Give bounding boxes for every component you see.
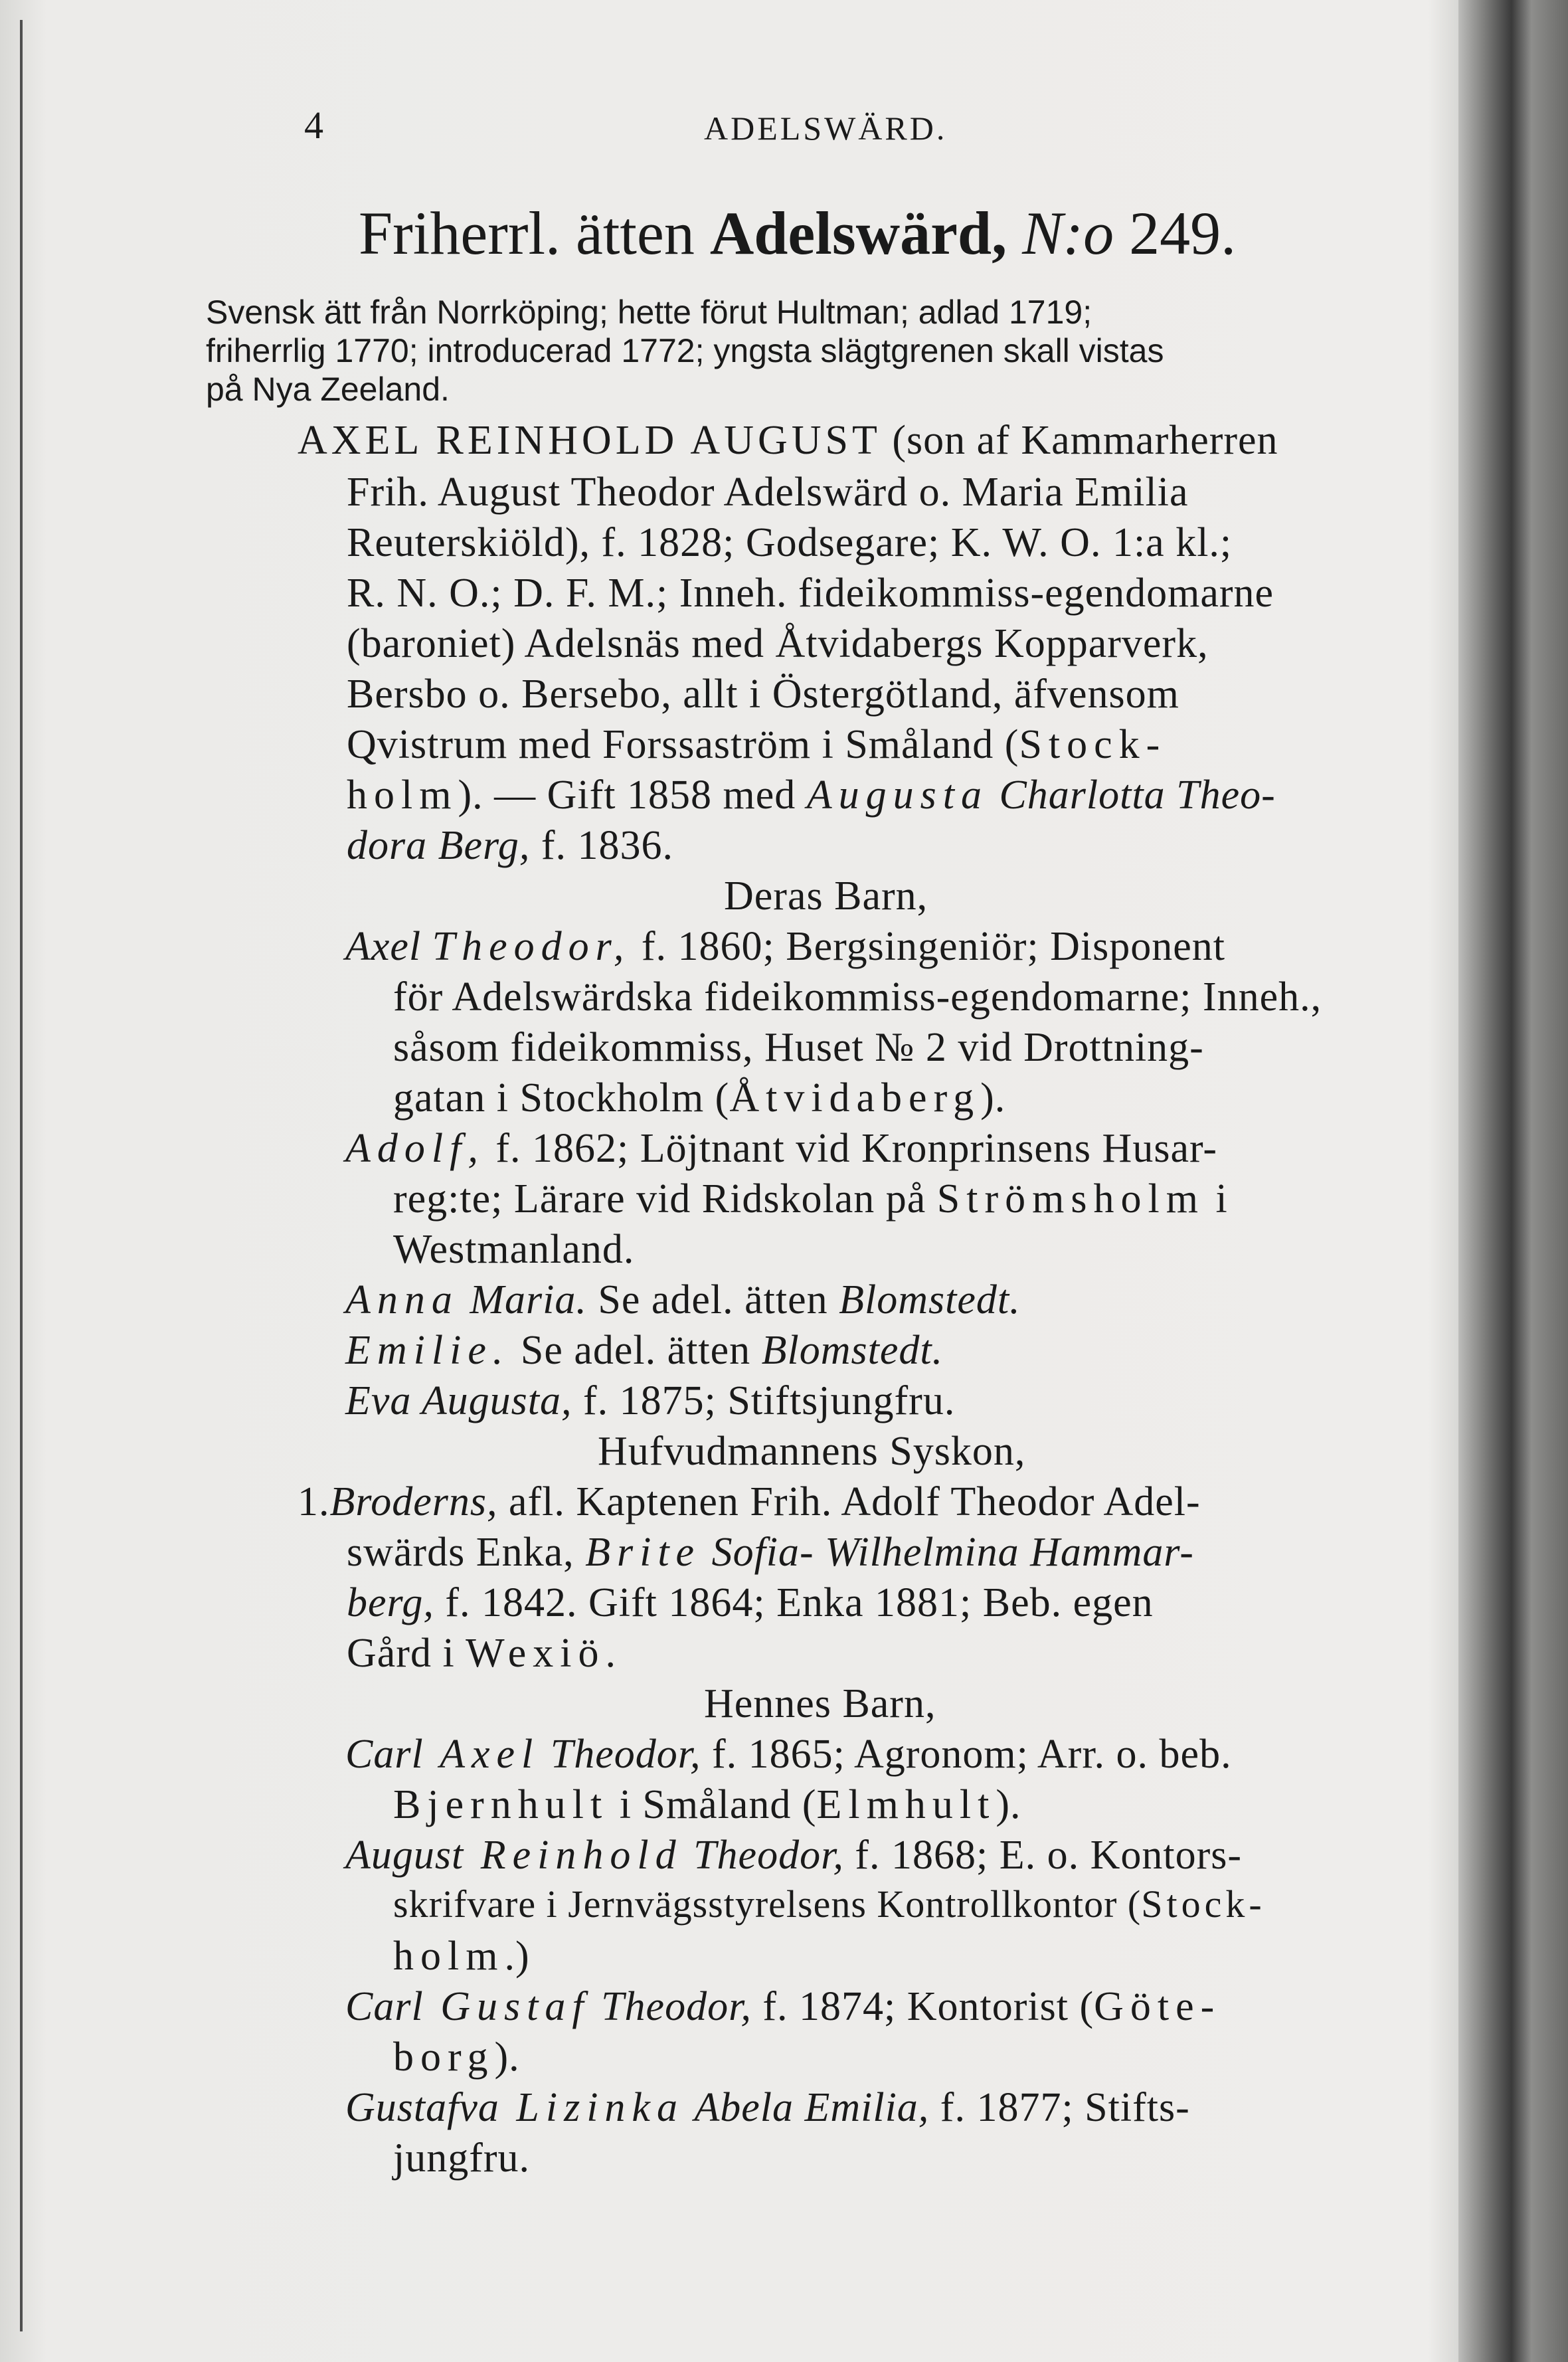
sibling-1-label: Broderns, [329, 1479, 498, 1524]
child-anna-rest: Se adel. ätten [586, 1277, 839, 1322]
hennes-carl-gustaf-rest: f. 1874; Kontorist ( [751, 1984, 1094, 2029]
hennes-august-first: August [345, 1833, 464, 1878]
hennes-august-line-2-a: skrifvare i Jernvägsstyrelsens Kontrollkontor ( [393, 1882, 1142, 1926]
head-line-8-place: holm [347, 772, 458, 818]
intro-line-1: Svensk ätt från Norrköping; hette förut Hultman; adlad 1719; [206, 294, 1092, 331]
hennes-carl-gustaf-city-end: borg [393, 2035, 495, 2080]
child-eva-rest: f. 1875; Stiftsjungfru. [572, 1378, 956, 1423]
hennes-carl-axel-town: Elmhult [816, 1782, 996, 1827]
sibling-1-widow-first: Brite [585, 1530, 701, 1575]
child-axel-line-1 [345, 926, 1225, 967]
head-line-3: Reuterskiöld), f. 1828; Godsegare; K. W. O. 1:a kl.; [347, 520, 1233, 565]
child-emilie-name: Emilie. [345, 1328, 510, 1373]
siblings-heading: Hufvudmannens Syskon, [598, 1429, 1026, 1474]
head-line-6: Bersbo o. Bersebo, allt i Östergötland, äfvensom [347, 672, 1179, 717]
hennes-gustafva-line-1 [345, 2087, 1190, 2128]
hennes-gustafva-second: Lizinka [499, 2085, 684, 2130]
hennes-august-city-end: holm [393, 1934, 505, 1979]
sibling-1-line-2 [347, 1532, 1194, 1573]
hennes-carl-gustaf-third: Theodor, [590, 1984, 752, 2029]
hennes-august-line-3-b: .) [504, 1934, 530, 1979]
hennes-august-third: Theodor, [682, 1833, 844, 1878]
child-axel-line-3: såsom fideikommiss, Huset № 2 vid Drottning- [393, 1025, 1204, 1070]
sibling-1-line-4 [347, 1633, 616, 1674]
head-line-8 [347, 774, 1276, 816]
title-number: 249. [1129, 199, 1237, 267]
title-number-label: N:o [1022, 199, 1114, 267]
hennes-carl-axel-estate: Bjernhult [393, 1782, 609, 1827]
head-line-7-a: Qvistrum med Forssaström i Småland ( [347, 722, 1019, 767]
head-line-1 [298, 420, 1278, 461]
child-adolf-name: Adolf, [345, 1126, 485, 1171]
child-axel-line-4 [393, 1077, 1005, 1119]
sibling-1-number: 1. [298, 1479, 330, 1524]
child-anna-second: Maria. [458, 1277, 587, 1322]
child-adolf-line-2-a: reg:te; Lärare vid Ridskolan på [393, 1176, 937, 1222]
hennes-carl-axel-third: Theodor, [539, 1732, 701, 1777]
child-anna [345, 1279, 1021, 1320]
sibling-1-line-1-rest: afl. Kaptenen Frih. Adolf Theodor Adel- [497, 1479, 1201, 1524]
child-axel-line-4-a: gatan i Stockholm ( [393, 1075, 730, 1121]
head-line-8-rest: ). — Gift 1858 med [458, 772, 807, 818]
child-axel-second: Theodor, [432, 924, 631, 969]
running-head: ADELSWÄRD. [704, 110, 948, 147]
child-axel-first: Axel [345, 924, 422, 969]
head-line-1-rest: (son af Kammarherren [881, 418, 1278, 463]
child-axel-line-1-rest: f. 1860; Bergsingeniör; Disponent [630, 924, 1226, 969]
children-heading: Deras Barn, [724, 873, 928, 919]
hennes-carl-gustaf-second: Gustaf [423, 1984, 590, 2029]
child-adolf-line-2 [393, 1178, 1228, 1220]
hennes-heading: Hennes Barn, [704, 1681, 936, 1726]
hennes-carl-gustaf-line-1 [345, 1986, 1221, 2027]
title-family-name: Adelswärd, [709, 199, 1007, 267]
head-line-7 [347, 724, 1166, 765]
child-emilie-rest: Se adel. ätten [509, 1328, 762, 1373]
hennes-carl-axel-rest: f. 1865; Agronom; Arr. o. beb. [701, 1732, 1232, 1777]
page-edge-line [20, 20, 23, 2331]
sibling-1-town: Wexiö [466, 1631, 606, 1676]
head-line-9 [347, 825, 673, 866]
head-line-5: (baroniet) Adelsnäs med Åtvidabergs Kopparverk, [347, 621, 1209, 666]
sibling-1-widow-surname: berg, [347, 1580, 434, 1625]
child-anna-first: Anna [345, 1277, 459, 1322]
hennes-august-line-2 [393, 1882, 1266, 1926]
head-line-4: R. N. O.; D. F. M.; Inneh. fideikommiss-egendomarne [347, 571, 1274, 616]
hennes-carl-axel-line-2 [393, 1784, 1021, 1825]
hennes-carl-axel-first: Carl [345, 1732, 424, 1777]
hennes-august-city: Stock- [1141, 1882, 1266, 1926]
sibling-1-line-3 [347, 1582, 1154, 1623]
head-name: AXEL REINHOLD AUGUST [298, 418, 881, 463]
intro-line-2: friherrlig 1770; introducerad 1772; yngsta slägtgrenen skall vistas [206, 332, 1164, 369]
hennes-august-rest: f. 1868; E. o. Kontors- [843, 1833, 1243, 1878]
sibling-1-line-2-a: swärds Enka, [347, 1530, 586, 1575]
hennes-carl-gustaf-line-2-b: ). [494, 2035, 520, 2080]
hennes-august-second: Reinhold [464, 1833, 683, 1878]
sibling-1-line-4-a: Gård i [347, 1631, 466, 1676]
hennes-carl-axel-second: Axel [423, 1732, 540, 1777]
wife-surname: dora Berg, [347, 823, 531, 868]
hennes-carl-gustaf-city: Göte- [1094, 1984, 1221, 2029]
head-line-9-rest: f. 1836. [530, 823, 674, 868]
child-eva-name: Eva Augusta, [345, 1378, 572, 1423]
sibling-1-line-4-c: . [605, 1631, 616, 1676]
title-prefix: Friherrl. ätten [359, 199, 695, 267]
hennes-august-line-1 [345, 1835, 1242, 1876]
hennes-carl-axel-line-2-d: ). [996, 1782, 1021, 1827]
child-axel-estate: Åtvidaberg [729, 1075, 981, 1121]
head-line-7-place: Stock- [1019, 722, 1167, 767]
child-adolf-place: Strömsholm [936, 1176, 1205, 1222]
child-adolf-line-2-c: i [1204, 1176, 1228, 1222]
hennes-carl-gustaf-first: Carl [345, 1984, 424, 2029]
wife-name-rest: Charlotta Theo- [988, 772, 1276, 818]
intro-line-3: på Nya Zeeland. [206, 371, 450, 408]
hennes-carl-axel-line-1 [345, 1734, 1232, 1775]
child-emilie-ref: Blomstedt. [761, 1328, 944, 1373]
book-spine [1458, 0, 1568, 2362]
child-adolf-line-1 [345, 1128, 1217, 1169]
sibling-1-line-1 [298, 1481, 1201, 1522]
child-eva [345, 1380, 955, 1421]
child-anna-ref: Blomstedt. [839, 1277, 1021, 1322]
child-emilie [345, 1330, 943, 1371]
page-number: 4 [304, 104, 323, 147]
hennes-gustafva-rest: f. 1877; Stifts- [929, 2085, 1190, 2130]
hennes-gustafva-rest-names: Abela Emilia, [683, 2085, 930, 2130]
sibling-1-widow-rest: Sofia- Wilhelmina Hammar- [701, 1530, 1194, 1575]
head-line-2: Frih. August Theodor Adelswärd o. Maria Emilia [347, 470, 1189, 515]
child-axel-line-2: för Adelswärdska fideikommiss-egendomarne; Inneh., [393, 974, 1322, 1020]
hennes-gustafva-line-2: jungfru. [393, 2135, 531, 2181]
hennes-august-line-3 [393, 1936, 530, 1977]
hennes-carl-gustaf-line-2 [393, 2037, 520, 2078]
child-adolf-line-1-rest: f. 1862; Löjtnant vid Kronprinsens Husar- [484, 1126, 1218, 1171]
child-axel-line-4-c: ). [980, 1075, 1006, 1121]
child-adolf-line-3: Westmanland. [393, 1227, 635, 1272]
wife-name-first: Augusta [806, 772, 988, 818]
family-title [359, 199, 1237, 267]
sibling-1-line-3-rest: f. 1842. Gift 1864; Enka 1881; Beb. egen [434, 1580, 1154, 1625]
hennes-gustafva-first: Gustafva [345, 2085, 499, 2130]
hennes-carl-axel-line-2-b: i Småland ( [608, 1782, 817, 1827]
